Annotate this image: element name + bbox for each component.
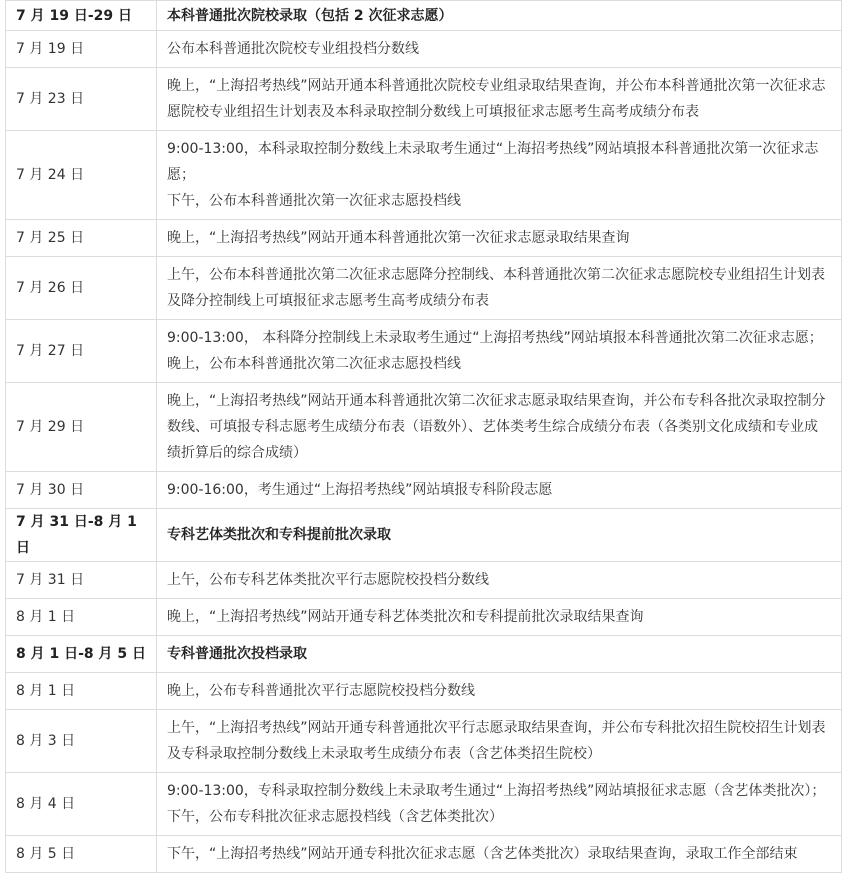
table-row	[6, 710, 842, 773]
row-description	[157, 383, 842, 472]
description-line: 公布本科普通批次院校专业组投档分数线	[167, 41, 419, 57]
row-description	[157, 31, 842, 68]
description-line: 晚上，“上海招考热线”网站开通本科普通批次院校专业组录取结果查询，并公布本科普通批次第一次征求志愿院校专业组招生计划表及本科录取控制分数线上可填报征求志愿考生高考成绩分布表	[167, 78, 826, 120]
table-row	[6, 673, 842, 710]
row-description	[157, 320, 842, 383]
section-header-row	[6, 1, 842, 31]
section-header-row	[6, 509, 842, 562]
description-line: 上午，公布专科艺体类批次平行志愿院校投档分数线	[167, 572, 489, 588]
description-line: 9:00-13:00，专科录取控制分数线上未录取考生通过“上海招考热线”网站填报征求志愿（含艺体类批次）；	[167, 783, 826, 799]
row-date: 7 月 31 日	[6, 562, 157, 599]
row-date: 7 月 26 日	[6, 257, 157, 320]
description-line: 9:00-13:00，本科录取控制分数线上未录取考生通过“上海招考热线”网站填报本科普通批次第一次征求志愿；	[167, 141, 819, 183]
table-row	[6, 68, 842, 131]
row-description	[157, 220, 842, 257]
row-date: 7 月 19 日	[6, 31, 157, 68]
row-date: 8 月 1 日	[6, 599, 157, 636]
table-row	[6, 562, 842, 599]
row-description	[157, 599, 842, 636]
description-line: 下午，“上海招考热线”网站开通专科批次征求志愿（含艺体类批次）录取结果查询，录取工作全部结束	[167, 846, 798, 862]
row-date: 7 月 30 日	[6, 472, 157, 509]
table-row	[6, 31, 842, 68]
description-line: 下午，公布本科普通批次第一次征求志愿投档线	[167, 193, 461, 209]
row-description	[157, 773, 842, 836]
description-line: 上午，“上海招考热线”网站开通专科普通批次平行志愿录取结果查询，并公布专科批次招生院校招生计划表及专科录取控制分数线上未录取考生成绩分布表（含艺体类招生院校）	[167, 720, 826, 762]
table-row	[6, 131, 842, 220]
row-date: 7 月 23 日	[6, 68, 157, 131]
row-description	[157, 257, 842, 320]
table-row	[6, 773, 842, 836]
table-row	[6, 383, 842, 472]
row-date: 7 月 25 日	[6, 220, 157, 257]
row-date: 8 月 5 日	[6, 836, 157, 873]
section-header-row	[6, 636, 842, 673]
description-line: 9:00-16:00，考生通过“上海招考热线”网站填报专科阶段志愿	[167, 482, 553, 498]
table-row	[6, 320, 842, 383]
description-line: 专科普通批次投档录取	[167, 646, 307, 662]
description-line: 晚上，公布专科普通批次平行志愿院校投档分数线	[167, 683, 475, 699]
section-title	[157, 1, 842, 31]
description-line: 上午，公布本科普通批次第二次征求志愿降分控制线、本科普通批次第二次征求志愿院校专业组招生计划表及降分控制线上可填报征求志愿考生高考成绩分布表	[167, 267, 825, 309]
description-line: 晚上，公布本科普通批次第二次征求志愿投档线	[167, 356, 461, 372]
table-row	[6, 220, 842, 257]
row-date: 7 月 27 日	[6, 320, 157, 383]
row-description	[157, 68, 842, 131]
row-date: 8 月 4 日	[6, 773, 157, 836]
row-description	[157, 710, 842, 773]
description-line: 下午，公布专科批次征求志愿投档线（含艺体类批次）	[167, 809, 503, 825]
table-row	[6, 836, 842, 873]
section-title	[157, 509, 842, 562]
row-description	[157, 472, 842, 509]
description-line: 晚上，“上海招考热线”网站开通本科普通批次第一次征求志愿录取结果查询	[167, 230, 630, 246]
description-line: 专科艺体类批次和专科提前批次录取	[167, 527, 391, 543]
section-title	[157, 636, 842, 673]
row-description	[157, 673, 842, 710]
row-date: 8 月 1 日	[6, 673, 157, 710]
row-date: 8 月 3 日	[6, 710, 157, 773]
row-description	[157, 836, 842, 873]
schedule-body	[6, 1, 842, 873]
admission-schedule-table	[5, 0, 842, 873]
row-date: 7 月 29 日	[6, 383, 157, 472]
table-row	[6, 599, 842, 636]
table-row	[6, 257, 842, 320]
row-date: 7 月 24 日	[6, 131, 157, 220]
row-description	[157, 562, 842, 599]
description-line: 9:00-13:00， 本科降分控制线上未录取考生通过“上海招考热线”网站填报本科普通批次第二次征求志愿；	[167, 330, 823, 346]
section-date-range: 8 月 1 日-8 月 5 日	[6, 636, 157, 673]
section-date-range: 7 月 31 日-8 月 1 日	[6, 509, 157, 562]
description-line: 晚上，“上海招考热线”网站开通本科普通批次第二次征求志愿录取结果查询，并公布专科各批次录取控制分数线、可填报专科志愿考生成绩分布表（语数外）、艺体类考生综合成绩分布表（各类别文化成绩和专业成绩折算后的综合成绩）	[167, 393, 826, 461]
description-line: 本科普通批次院校录取（包括 2 次征求志愿）	[167, 7, 453, 24]
section-date-range: 7 月 19 日-29 日	[6, 1, 157, 31]
row-description	[157, 131, 842, 220]
description-line: 晚上，“上海招考热线”网站开通专科艺体类批次和专科提前批次录取结果查询	[167, 609, 644, 625]
table-row	[6, 472, 842, 509]
